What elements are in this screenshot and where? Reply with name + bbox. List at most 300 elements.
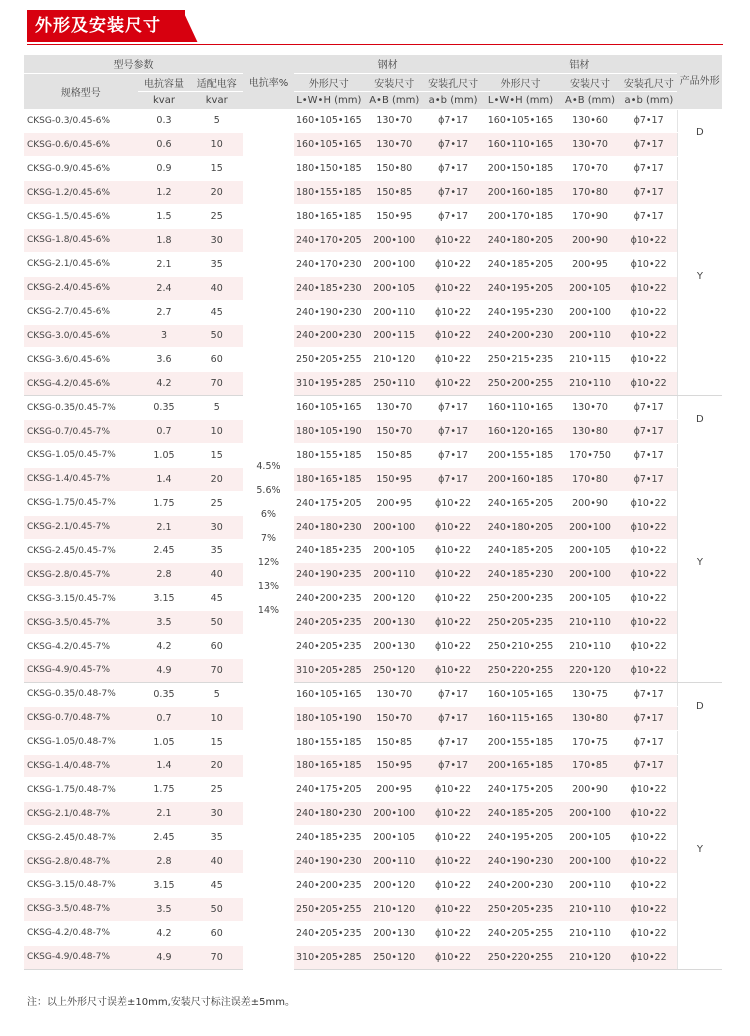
table-row [24, 706, 722, 730]
cell-model: CKSG-0.7/0.45-7% [24, 420, 138, 444]
table-row [24, 252, 722, 276]
table-row [24, 300, 722, 324]
cell-al-outline: 240•185•205 [482, 802, 560, 826]
cell-al-outline: 200•160•185 [482, 181, 560, 205]
cell-reactor-capacity: 2.1 [138, 515, 191, 539]
cell-reactor-capacity: 4.2 [138, 635, 191, 659]
cell-reactor-capacity: 1.75 [138, 778, 191, 802]
cell-al-install: 210•110 [560, 897, 621, 921]
cell-model: CKSG-3.5/0.48-7% [24, 897, 138, 921]
cell-al-hole: ϕ10•22 [620, 587, 677, 611]
header-al-outline: 外形尺寸 [482, 73, 560, 91]
cell-model: CKSG-2.4/0.45-6% [24, 276, 138, 300]
cell-model: CKSG-3.5/0.45-7% [24, 611, 138, 635]
cell-reactor-capacity: 0.7 [138, 420, 191, 444]
reactance-rate-value: 5.6% [256, 485, 281, 497]
cell-steel-hole: ϕ7•17 [425, 157, 482, 181]
cell-steel-outline: 240•175•205 [294, 491, 364, 515]
cell-al-install: 200•100 [560, 850, 621, 874]
cell-steel-install: 200•100 [364, 252, 425, 276]
cell-steel-install: 150•95 [364, 205, 425, 229]
cell-reactor-capacity: 1.4 [138, 467, 191, 491]
cell-model: CKSG-2.7/0.45-6% [24, 300, 138, 324]
cell-model: CKSG-0.35/0.45-7% [24, 396, 138, 420]
table-row [24, 682, 722, 706]
cell-model: CKSG-4.2/0.48-7% [24, 921, 138, 945]
cell-steel-install: 250•110 [364, 372, 425, 396]
cell-al-outline: 240•195•205 [482, 826, 560, 850]
cell-model: CKSG-2.1/0.45-7% [24, 515, 138, 539]
cell-steel-outline: 160•105•165 [294, 109, 364, 133]
cell-al-hole: ϕ10•22 [620, 300, 677, 324]
cell-al-hole: ϕ10•22 [620, 897, 677, 921]
cell-al-hole: ϕ10•22 [620, 611, 677, 635]
cell-al-install: 200•95 [560, 252, 621, 276]
cell-matched-capacitor: 25 [190, 205, 243, 229]
cell-steel-outline: 160•105•165 [294, 133, 364, 157]
table-row [24, 420, 722, 444]
cell-steel-hole: ϕ10•22 [425, 276, 482, 300]
cell-reactor-capacity: 0.9 [138, 157, 191, 181]
header-steel-hole-unit: a•b (mm) [425, 91, 482, 109]
header-aluminum: 铝材 [482, 55, 678, 73]
cell-steel-outline: 240•185•230 [294, 276, 364, 300]
table-row [24, 850, 722, 874]
cell-steel-hole: ϕ7•17 [425, 467, 482, 491]
cell-al-hole: ϕ10•22 [620, 324, 677, 348]
cell-al-install: 210•115 [560, 348, 621, 372]
header-model-params: 型号参数 [24, 55, 243, 73]
cell-reactor-capacity: 2.45 [138, 826, 191, 850]
cell-steel-install: 150•85 [364, 181, 425, 205]
table-row [24, 563, 722, 587]
cell-steel-outline: 160•105•165 [294, 396, 364, 420]
cell-al-install: 200•100 [560, 300, 621, 324]
spec-table-body [24, 109, 722, 969]
table-row [24, 228, 722, 252]
cell-reactor-capacity: 2.1 [138, 802, 191, 826]
cell-steel-outline: 180•165•185 [294, 467, 364, 491]
cell-steel-outline: 240•200•235 [294, 874, 364, 898]
cell-model: CKSG-1.8/0.45-6% [24, 228, 138, 252]
cell-model: CKSG-0.3/0.45-6% [24, 109, 138, 133]
cell-al-outline: 160•110•165 [482, 133, 560, 157]
cell-steel-outline: 180•155•185 [294, 181, 364, 205]
header-al-install-unit: A•B (mm) [560, 91, 621, 109]
cell-model: CKSG-2.8/0.48-7% [24, 850, 138, 874]
cell-reactor-capacity: 3.6 [138, 348, 191, 372]
cell-reactor-capacity: 4.9 [138, 658, 191, 682]
table-row [24, 921, 722, 945]
reactance-rate-value: 6% [260, 509, 276, 521]
reactance-rate-value: 14% [257, 605, 280, 617]
cell-model: CKSG-1.4/0.48-7% [24, 754, 138, 778]
title-underline [27, 44, 723, 45]
table-row [24, 324, 722, 348]
cell-matched-capacitor: 50 [190, 897, 243, 921]
cell-steel-install: 200•105 [364, 276, 425, 300]
spec-table [24, 55, 722, 970]
table-row [24, 754, 722, 778]
cell-al-install: 200•110 [560, 324, 621, 348]
cell-al-hole: ϕ7•17 [620, 730, 677, 754]
header-reactor-unit: kvar [138, 91, 191, 109]
cell-reactor-capacity: 4.9 [138, 945, 191, 969]
cell-steel-outline: 240•180•230 [294, 515, 364, 539]
cell-al-hole: ϕ7•17 [620, 109, 677, 133]
header-al-outline-unit: L•W•H (mm) [482, 91, 560, 109]
cell-al-outline: 250•220•255 [482, 658, 560, 682]
cell-matched-capacitor: 35 [190, 252, 243, 276]
cell-al-install: 130•60 [560, 109, 621, 133]
cell-al-hole: ϕ10•22 [620, 921, 677, 945]
cell-al-install: 210•110 [560, 921, 621, 945]
cell-al-install: 170•80 [560, 467, 621, 491]
cell-steel-install: 150•95 [364, 754, 425, 778]
cell-steel-install: 200•100 [364, 802, 425, 826]
cell-steel-hole: ϕ10•22 [425, 945, 482, 969]
table-row [24, 276, 722, 300]
cell-model: CKSG-4.9/0.45-7% [24, 658, 138, 682]
table-row [24, 611, 722, 635]
cell-al-outline: 240•185•230 [482, 563, 560, 587]
cell-al-hole: ϕ10•22 [620, 515, 677, 539]
table-row [24, 133, 722, 157]
cell-al-outline: 240•165•205 [482, 491, 560, 515]
cell-al-install: 200•90 [560, 778, 621, 802]
header-matched-capacitor: 适配电容 [190, 73, 243, 91]
table-row [24, 539, 722, 563]
cell-al-hole: ϕ10•22 [620, 635, 677, 659]
cell-steel-hole: ϕ7•17 [425, 682, 482, 706]
header-row-1 [24, 55, 722, 73]
cell-al-hole: ϕ10•22 [620, 850, 677, 874]
cell-al-hole: ϕ10•22 [620, 276, 677, 300]
table-row [24, 467, 722, 491]
cell-al-install: 170•90 [560, 205, 621, 229]
cell-steel-install: 200•110 [364, 300, 425, 324]
table-row [24, 205, 722, 229]
header-al-install: 安装尺寸 [560, 73, 621, 91]
cell-matched-capacitor: 35 [190, 539, 243, 563]
cell-matched-capacitor: 25 [190, 491, 243, 515]
cell-al-outline: 240•205•255 [482, 921, 560, 945]
cell-steel-install: 210•120 [364, 897, 425, 921]
cell-matched-capacitor: 40 [190, 563, 243, 587]
cell-model: CKSG-0.6/0.45-6% [24, 133, 138, 157]
cell-steel-install: 150•70 [364, 420, 425, 444]
product-shape-cell: Y [677, 443, 722, 682]
footnote: 注：以上外形尺寸误差±10mm,安装尺寸标注误差±5mm。 [27, 997, 295, 1008]
table-row [24, 874, 722, 898]
cell-steel-hole: ϕ10•22 [425, 874, 482, 898]
cell-model: CKSG-4.2/0.45-7% [24, 635, 138, 659]
cell-steel-outline: 310•195•285 [294, 372, 364, 396]
cell-al-outline: 200•165•185 [482, 754, 560, 778]
table-row [24, 396, 722, 420]
cell-model: CKSG-2.8/0.45-7% [24, 563, 138, 587]
header-product-shape: 产品外形 [677, 55, 722, 109]
cell-model: CKSG-2.45/0.48-7% [24, 826, 138, 850]
cell-steel-hole: ϕ7•17 [425, 133, 482, 157]
cell-al-outline: 250•200•255 [482, 372, 560, 396]
reactance-rate-value: 13% [257, 581, 280, 593]
cell-steel-hole: ϕ10•22 [425, 539, 482, 563]
cell-steel-outline: 180•165•185 [294, 754, 364, 778]
cell-model: CKSG-3.15/0.45-7% [24, 587, 138, 611]
cell-matched-capacitor: 40 [190, 850, 243, 874]
cell-matched-capacitor: 70 [190, 945, 243, 969]
cell-reactor-capacity: 1.2 [138, 181, 191, 205]
cell-steel-install: 200•105 [364, 826, 425, 850]
cell-steel-install: 130•70 [364, 133, 425, 157]
cell-steel-install: 130•70 [364, 109, 425, 133]
cell-al-install: 200•105 [560, 826, 621, 850]
cell-steel-hole: ϕ10•22 [425, 372, 482, 396]
table-row [24, 491, 722, 515]
cell-al-hole: ϕ7•17 [620, 754, 677, 778]
cell-al-outline: 160•120•165 [482, 420, 560, 444]
cell-reactor-capacity: 2.8 [138, 563, 191, 587]
header-steel-outline-unit: L•W•H (mm) [294, 91, 364, 109]
cell-matched-capacitor: 45 [190, 874, 243, 898]
cell-model: CKSG-4.9/0.48-7% [24, 945, 138, 969]
cell-al-outline: 250•205•235 [482, 897, 560, 921]
cell-al-hole: ϕ10•22 [620, 563, 677, 587]
product-shape-cell: Y [677, 730, 722, 969]
cell-matched-capacitor: 5 [190, 682, 243, 706]
cell-steel-outline: 240•205•235 [294, 921, 364, 945]
cell-steel-outline: 160•105•165 [294, 682, 364, 706]
cell-steel-outline: 180•105•190 [294, 420, 364, 444]
cell-al-hole: ϕ10•22 [620, 945, 677, 969]
cell-reactor-capacity: 1.05 [138, 730, 191, 754]
table-row [24, 730, 722, 754]
cell-model: CKSG-3.6/0.45-6% [24, 348, 138, 372]
header-steel-install-unit: A•B (mm) [364, 91, 425, 109]
cell-matched-capacitor: 5 [190, 396, 243, 420]
cell-steel-outline: 250•205•255 [294, 348, 364, 372]
cell-al-hole: ϕ7•17 [620, 396, 677, 420]
cell-steel-outline: 240•170•205 [294, 228, 364, 252]
cell-al-install: 220•120 [560, 658, 621, 682]
cell-al-install: 200•100 [560, 563, 621, 587]
cell-al-install: 200•90 [560, 228, 621, 252]
cell-al-hole: ϕ7•17 [620, 682, 677, 706]
cell-steel-hole: ϕ10•22 [425, 635, 482, 659]
cell-al-outline: 240•180•205 [482, 515, 560, 539]
cell-reactor-capacity: 2.8 [138, 850, 191, 874]
cell-steel-hole: ϕ10•22 [425, 611, 482, 635]
table-row [24, 635, 722, 659]
header-steel-install: 安装尺寸 [364, 73, 425, 91]
cell-matched-capacitor: 50 [190, 611, 243, 635]
cell-model: CKSG-1.75/0.45-7% [24, 491, 138, 515]
cell-reactor-capacity: 2.4 [138, 276, 191, 300]
cell-steel-hole: ϕ7•17 [425, 443, 482, 467]
cell-al-outline: 250•200•235 [482, 587, 560, 611]
cell-steel-outline: 240•180•230 [294, 802, 364, 826]
cell-matched-capacitor: 30 [190, 515, 243, 539]
section-title-bar [0, 10, 750, 46]
cell-al-outline: 240•185•205 [482, 252, 560, 276]
product-shape-cell: D [677, 396, 722, 444]
cell-al-hole: ϕ10•22 [620, 802, 677, 826]
cell-al-outline: 200•160•185 [482, 467, 560, 491]
cell-steel-outline: 240•190•230 [294, 850, 364, 874]
cell-reactor-capacity: 2.7 [138, 300, 191, 324]
cell-matched-capacitor: 35 [190, 826, 243, 850]
table-row [24, 945, 722, 969]
table-row [24, 109, 722, 133]
cell-reactor-capacity: 4.2 [138, 921, 191, 945]
table-row [24, 443, 722, 467]
cell-al-outline: 250•210•255 [482, 635, 560, 659]
table-row [24, 372, 722, 396]
cell-al-hole: ϕ10•22 [620, 658, 677, 682]
cell-al-hole: ϕ7•17 [620, 157, 677, 181]
cell-matched-capacitor: 25 [190, 778, 243, 802]
cell-model: CKSG-4.2/0.45-6% [24, 372, 138, 396]
cell-al-hole: ϕ7•17 [620, 133, 677, 157]
cell-steel-install: 150•85 [364, 730, 425, 754]
cell-steel-outline: 240•185•235 [294, 826, 364, 850]
cell-matched-capacitor: 50 [190, 324, 243, 348]
cell-al-install: 170•75 [560, 730, 621, 754]
cell-steel-outline: 240•205•235 [294, 611, 364, 635]
cell-steel-hole: ϕ10•22 [425, 300, 482, 324]
cell-reactor-capacity: 3.5 [138, 897, 191, 921]
cell-steel-install: 200•130 [364, 611, 425, 635]
cell-steel-hole: ϕ10•22 [425, 324, 482, 348]
cell-al-outline: 240•175•205 [482, 778, 560, 802]
cell-model: CKSG-0.9/0.45-6% [24, 157, 138, 181]
header-row-2 [24, 73, 722, 91]
cell-steel-hole: ϕ10•22 [425, 252, 482, 276]
cell-al-install: 200•105 [560, 276, 621, 300]
section-title: 外形及安装尺寸 [27, 10, 185, 42]
reactance-rate-value: 4.5% [256, 461, 281, 473]
cell-matched-capacitor: 45 [190, 587, 243, 611]
cell-steel-outline: 180•155•185 [294, 443, 364, 467]
cell-al-hole: ϕ10•22 [620, 874, 677, 898]
cell-al-install: 130•70 [560, 133, 621, 157]
cell-al-hole: ϕ7•17 [620, 181, 677, 205]
cell-steel-hole: ϕ7•17 [425, 730, 482, 754]
cell-al-outline: 200•155•185 [482, 443, 560, 467]
cell-steel-install: 200•95 [364, 778, 425, 802]
reactance-rate-cell [243, 109, 294, 969]
cell-matched-capacitor: 20 [190, 181, 243, 205]
cell-al-outline: 200•150•185 [482, 157, 560, 181]
table-row [24, 802, 722, 826]
cell-al-outline: 240•200•230 [482, 874, 560, 898]
cell-al-outline: 240•195•230 [482, 300, 560, 324]
cell-model: CKSG-1.05/0.45-7% [24, 443, 138, 467]
header-capacitor-unit: kvar [190, 91, 243, 109]
cell-steel-install: 200•120 [364, 874, 425, 898]
cell-reactor-capacity: 0.35 [138, 682, 191, 706]
cell-reactor-capacity: 1.4 [138, 754, 191, 778]
cell-steel-install: 130•70 [364, 396, 425, 420]
cell-model: CKSG-0.7/0.48-7% [24, 706, 138, 730]
cell-al-install: 200•90 [560, 491, 621, 515]
cell-reactor-capacity: 3.15 [138, 874, 191, 898]
cell-reactor-capacity: 0.6 [138, 133, 191, 157]
cell-steel-install: 200•100 [364, 515, 425, 539]
cell-steel-hole: ϕ10•22 [425, 563, 482, 587]
cell-steel-install: 150•80 [364, 157, 425, 181]
cell-steel-hole: ϕ10•22 [425, 515, 482, 539]
cell-steel-outline: 240•170•230 [294, 252, 364, 276]
cell-reactor-capacity: 2.1 [138, 252, 191, 276]
cell-al-install: 210•110 [560, 635, 621, 659]
cell-reactor-capacity: 2.45 [138, 539, 191, 563]
header-al-hole: 安装孔尺寸 [620, 73, 677, 91]
cell-al-outline: 240•190•230 [482, 850, 560, 874]
cell-model: CKSG-2.45/0.45-7% [24, 539, 138, 563]
header-model: 规格型号 [24, 73, 138, 109]
cell-al-install: 130•80 [560, 706, 621, 730]
cell-matched-capacitor: 15 [190, 157, 243, 181]
header-steel-outline: 外形尺寸 [294, 73, 364, 91]
cell-steel-outline: 310•205•285 [294, 658, 364, 682]
cell-al-install: 170•80 [560, 181, 621, 205]
header-reactance-rate: 电抗率% [243, 55, 294, 109]
product-shape-cell: D [677, 109, 722, 157]
cell-al-outline: 160•110•165 [482, 396, 560, 420]
cell-matched-capacitor: 40 [190, 276, 243, 300]
cell-al-outline: 160•115•165 [482, 706, 560, 730]
table-row [24, 826, 722, 850]
cell-al-outline: 160•105•165 [482, 109, 560, 133]
cell-matched-capacitor: 60 [190, 921, 243, 945]
cell-reactor-capacity: 3 [138, 324, 191, 348]
cell-steel-outline: 180•155•185 [294, 730, 364, 754]
cell-matched-capacitor: 30 [190, 228, 243, 252]
cell-al-outline: 240•180•205 [482, 228, 560, 252]
cell-reactor-capacity: 0.35 [138, 396, 191, 420]
cell-al-install: 130•75 [560, 682, 621, 706]
cell-matched-capacitor: 10 [190, 706, 243, 730]
cell-steel-hole: ϕ10•22 [425, 850, 482, 874]
cell-al-install: 170•750 [560, 443, 621, 467]
cell-steel-hole: ϕ10•22 [425, 921, 482, 945]
table-row [24, 515, 722, 539]
cell-al-outline: 250•220•255 [482, 945, 560, 969]
cell-reactor-capacity: 3.15 [138, 587, 191, 611]
cell-al-hole: ϕ7•17 [620, 467, 677, 491]
product-shape-cell: D [677, 682, 722, 730]
cell-model: CKSG-3.15/0.48-7% [24, 874, 138, 898]
cell-model: CKSG-1.4/0.45-7% [24, 467, 138, 491]
cell-al-hole: ϕ10•22 [620, 826, 677, 850]
cell-steel-hole: ϕ10•22 [425, 658, 482, 682]
cell-reactor-capacity: 4.2 [138, 372, 191, 396]
cell-steel-hole: ϕ10•22 [425, 802, 482, 826]
cell-steel-install: 200•130 [364, 921, 425, 945]
cell-al-install: 170•85 [560, 754, 621, 778]
cell-al-hole: ϕ10•22 [620, 228, 677, 252]
cell-steel-outline: 240•190•230 [294, 300, 364, 324]
cell-steel-hole: ϕ7•17 [425, 706, 482, 730]
cell-al-outline: 240•200•230 [482, 324, 560, 348]
cell-steel-outline: 250•205•255 [294, 897, 364, 921]
cell-steel-install: 150•85 [364, 443, 425, 467]
table-row [24, 181, 722, 205]
cell-al-outline: 200•155•185 [482, 730, 560, 754]
cell-steel-hole: ϕ7•17 [425, 396, 482, 420]
